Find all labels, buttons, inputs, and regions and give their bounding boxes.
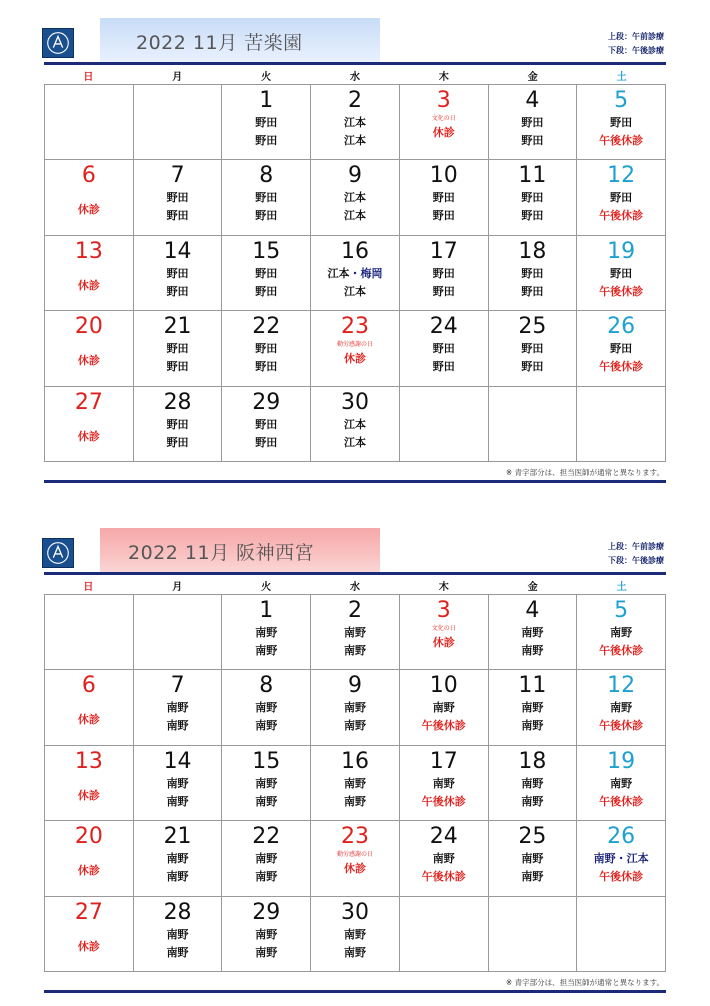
- bottom-rule: [44, 480, 666, 483]
- day-number: 22: [252, 824, 281, 850]
- weekday-sat: 土: [616, 582, 627, 593]
- weekday-header: [44, 68, 666, 84]
- calendar-title: 2022 11月 阪神西宮: [100, 528, 380, 574]
- afternoon-doctor: 野田: [255, 284, 278, 298]
- afternoon-doctor: 野田: [255, 134, 278, 147]
- day-number: 1: [259, 88, 274, 113]
- afternoon-closed: 午後休診: [599, 360, 644, 374]
- day-number: 18: [518, 238, 547, 264]
- afternoon-closed: 午後休診: [421, 794, 466, 808]
- holiday-name: 文化の日: [431, 115, 456, 122]
- morning-doctor: 野田: [610, 116, 633, 129]
- afternoon-doctor: 江本: [343, 284, 366, 298]
- day-number: 1: [259, 598, 274, 623]
- afternoon-doctor: 野田: [255, 360, 278, 374]
- afternoon-doctor: 野田: [255, 209, 278, 223]
- weekday-mon: 月: [172, 582, 183, 593]
- day-cell: [311, 85, 400, 160]
- closed-label: 休診: [343, 862, 366, 876]
- afternoon-doctor: 南野: [343, 644, 366, 657]
- morning-doctor: 野田: [610, 342, 633, 356]
- morning-doctor: 野田: [432, 266, 455, 280]
- day-cell: [489, 387, 578, 462]
- day-number: 28: [163, 389, 192, 415]
- afternoon-doctor: 江本: [343, 209, 366, 223]
- day-cell: [45, 387, 134, 462]
- weekday-fri: 金: [527, 582, 538, 593]
- day-cell: [577, 897, 666, 972]
- morning-doctor: 江本: [343, 417, 366, 431]
- afternoon-closed: 午後休診: [599, 794, 644, 808]
- afternoon-doctor: 南野: [255, 719, 278, 733]
- weekday-wed: 水: [349, 582, 360, 593]
- day-cell: [45, 595, 134, 670]
- morning-doctor: 南野: [521, 776, 544, 790]
- day-cell: [45, 160, 134, 235]
- legend: [608, 30, 664, 58]
- morning-doctor: 野田: [255, 116, 278, 129]
- morning-doctor: 南野: [343, 626, 366, 639]
- morning-doctor: 野田: [610, 266, 633, 280]
- day-number: 21: [163, 314, 192, 340]
- day-cell: [489, 897, 578, 972]
- day-cell: [400, 821, 489, 896]
- morning-doctor: 南野・江本: [593, 852, 649, 866]
- day-cell: [400, 160, 489, 235]
- day-number: 30: [340, 899, 369, 925]
- top-rule: [44, 62, 666, 65]
- day-cell: [222, 821, 311, 896]
- day-cell: [311, 311, 400, 386]
- afternoon-closed: 午後休診: [599, 644, 644, 657]
- day-cell: [577, 85, 666, 160]
- day-cell: [489, 821, 578, 896]
- morning-doctor: 南野: [343, 776, 366, 790]
- closed-label: 休診: [432, 126, 455, 139]
- morning-doctor: 野田: [255, 342, 278, 356]
- afternoon-doctor: 南野: [166, 719, 189, 733]
- day-number: 13: [74, 748, 103, 774]
- morning-doctor-regular: 江本: [327, 266, 350, 280]
- morning-doctor: 南野: [521, 626, 544, 639]
- weekday-fri: 金: [527, 72, 538, 83]
- weekday-wed: 水: [349, 72, 360, 83]
- day-number: 27: [74, 389, 103, 415]
- day-cell: [311, 595, 400, 670]
- holiday-name: 文化の日: [431, 625, 456, 632]
- morning-doctor: 野田: [166, 191, 189, 205]
- day-number: 2: [347, 598, 362, 623]
- afternoon-doctor: 南野: [343, 719, 366, 733]
- day-cell: [400, 387, 489, 462]
- afternoon-doctor: 野田: [166, 360, 189, 374]
- day-cell: [134, 821, 223, 896]
- closed-label: 休診: [77, 354, 100, 368]
- day-number: 6: [81, 163, 96, 189]
- morning-doctor: 野田: [432, 191, 455, 205]
- afternoon-doctor: 江本: [343, 134, 366, 147]
- afternoon-doctor: 野田: [166, 435, 189, 449]
- day-number: 14: [163, 238, 192, 264]
- morning-doctor: 南野: [255, 852, 278, 866]
- day-number: 7: [170, 163, 185, 189]
- holiday-name: 勤労感謝の日: [336, 851, 373, 859]
- top-rule: [44, 572, 666, 575]
- closed-label: 休診: [77, 203, 100, 217]
- day-cell: [134, 670, 223, 745]
- afternoon-doctor: 野田: [521, 209, 544, 223]
- day-number: 20: [74, 824, 103, 850]
- afternoon-doctor: 南野: [521, 794, 544, 808]
- day-number: 4: [525, 88, 540, 113]
- morning-doctor: 南野: [521, 852, 544, 866]
- day-number: 16: [340, 748, 369, 774]
- weekday-sat: 土: [616, 72, 627, 83]
- day-cell: [222, 746, 311, 821]
- afternoon-closed: 午後休診: [421, 870, 466, 884]
- day-number: 8: [259, 163, 274, 189]
- afternoon-doctor: 野田: [432, 360, 455, 374]
- day-cell: [311, 670, 400, 745]
- afternoon-doctor: 南野: [521, 870, 544, 884]
- afternoon-doctor: 南野: [255, 870, 278, 884]
- day-number: 15: [252, 748, 281, 774]
- closed-label: 休診: [77, 429, 100, 443]
- day-number: 11: [518, 163, 547, 189]
- afternoon-doctor: 野田: [432, 209, 455, 223]
- morning-doctor: 南野: [521, 701, 544, 715]
- day-cell: [577, 670, 666, 745]
- footnote: ※ 青字部分は、担当医師が通常と異なります。: [505, 978, 664, 987]
- afternoon-doctor: 南野: [166, 794, 189, 808]
- morning-doctor: 野田: [521, 191, 544, 205]
- day-cell: [489, 595, 578, 670]
- afternoon-closed: 午後休診: [599, 134, 644, 147]
- day-cell: [134, 311, 223, 386]
- day-cell: [222, 387, 311, 462]
- day-number: 30: [340, 389, 369, 415]
- day-cell: [311, 821, 400, 896]
- day-number: 17: [429, 748, 458, 774]
- day-cell: [222, 311, 311, 386]
- afternoon-doctor: 野田: [166, 284, 189, 298]
- morning-doctor: 野田: [521, 342, 544, 356]
- day-number: 26: [607, 824, 636, 850]
- morning-doctor: 南野: [432, 701, 455, 715]
- day-number: 21: [163, 824, 192, 850]
- day-cell: [400, 311, 489, 386]
- day-number: 7: [170, 673, 185, 699]
- day-number: 29: [252, 389, 281, 415]
- day-cell: [489, 85, 578, 160]
- day-number: 19: [607, 748, 636, 774]
- afternoon-doctor: 南野: [166, 870, 189, 884]
- day-cell: [134, 595, 223, 670]
- day-cell: [311, 746, 400, 821]
- day-number: 24: [429, 824, 458, 850]
- afternoon-doctor: 南野: [166, 945, 189, 959]
- day-cell: [400, 746, 489, 821]
- day-number: 22: [252, 314, 281, 340]
- day-number: 9: [347, 163, 362, 189]
- morning-doctor: 野田: [521, 266, 544, 280]
- weekday-sun: 日: [83, 582, 94, 593]
- day-number: 2: [347, 88, 362, 113]
- morning-doctor: 南野: [610, 701, 633, 715]
- day-number: 18: [518, 748, 547, 774]
- legend-pm: 下段：午後診療: [608, 46, 664, 55]
- day-cell: [489, 236, 578, 311]
- afternoon-doctor: 南野: [343, 794, 366, 808]
- morning-doctor: 野田: [255, 266, 278, 280]
- weekday-tue: 火: [261, 72, 272, 83]
- closed-label: 休診: [343, 352, 366, 366]
- legend-pm: 下段：午後診療: [608, 556, 664, 565]
- day-number: 3: [436, 88, 451, 113]
- day-number: 14: [163, 748, 192, 774]
- clinic-logo-icon: [42, 538, 74, 568]
- footnote: ※ 青字部分は、担当医師が通常と異なります。: [505, 468, 664, 477]
- day-cell: [222, 595, 311, 670]
- day-cell: [311, 387, 400, 462]
- day-cell: [400, 670, 489, 745]
- day-cell: [577, 236, 666, 311]
- day-number: 8: [259, 673, 274, 699]
- afternoon-doctor: 野田: [255, 435, 278, 449]
- morning-doctor: 南野: [166, 927, 189, 941]
- closed-label: 休診: [77, 713, 100, 727]
- calendar-grid: [44, 594, 666, 972]
- afternoon-doctor: 南野: [521, 719, 544, 733]
- morning-doctor: 南野: [166, 701, 189, 715]
- weekday-mon: 月: [172, 72, 183, 83]
- day-cell: [134, 897, 223, 972]
- day-cell: [222, 670, 311, 745]
- afternoon-closed: 午後休診: [599, 284, 644, 298]
- calendar-grid: [44, 84, 666, 462]
- afternoon-doctor: 南野: [255, 794, 278, 808]
- day-cell: [489, 160, 578, 235]
- afternoon-doctor: 野田: [521, 284, 544, 298]
- day-cell: [489, 670, 578, 745]
- day-cell: [311, 160, 400, 235]
- morning-doctor: 南野: [255, 927, 278, 941]
- legend: [608, 540, 664, 568]
- afternoon-doctor: 野田: [432, 284, 455, 298]
- holiday-name: 勤労感謝の日: [336, 341, 373, 349]
- calendar-title: 2022 11月 苦楽園: [100, 18, 380, 64]
- day-cell: [311, 897, 400, 972]
- day-number: 23: [340, 824, 369, 850]
- afternoon-doctor: 南野: [343, 945, 366, 959]
- clinic-logo-icon: [42, 28, 74, 58]
- day-number: 25: [518, 314, 547, 340]
- morning-doctor: 南野: [343, 701, 366, 715]
- day-cell: [134, 85, 223, 160]
- afternoon-doctor: 野田: [166, 209, 189, 223]
- day-number: 3: [436, 598, 451, 623]
- morning-doctor: 南野: [432, 852, 455, 866]
- morning-doctor: 南野: [255, 626, 278, 639]
- day-number: 6: [81, 673, 96, 699]
- day-number: 4: [525, 598, 540, 623]
- closed-label: 休診: [77, 864, 100, 878]
- morning-doctor: 江本: [343, 116, 366, 129]
- day-number: 25: [518, 824, 547, 850]
- day-number: 28: [163, 899, 192, 925]
- day-cell: [400, 595, 489, 670]
- morning-doctor: 野田: [255, 417, 278, 431]
- closed-label: 休診: [77, 278, 100, 292]
- afternoon-doctor: 南野: [521, 644, 544, 657]
- day-number: 9: [347, 673, 362, 699]
- closed-label: 休診: [77, 788, 100, 802]
- morning-doctor: [311, 266, 399, 282]
- day-cell: [489, 311, 578, 386]
- morning-doctor: 野田: [166, 266, 189, 280]
- day-number: 5: [614, 598, 629, 623]
- day-number: 16: [340, 238, 369, 264]
- day-number: 19: [607, 238, 636, 264]
- day-cell: [134, 160, 223, 235]
- day-cell: [400, 85, 489, 160]
- day-number: 10: [429, 163, 458, 189]
- day-cell: [577, 387, 666, 462]
- weekday-thu: 木: [438, 582, 449, 593]
- day-cell: [45, 821, 134, 896]
- legend-am: 上段：午前診療: [608, 542, 664, 551]
- afternoon-closed: 午後休診: [599, 870, 644, 884]
- day-cell: [45, 670, 134, 745]
- day-cell: [311, 236, 400, 311]
- day-number: 12: [607, 673, 636, 699]
- morning-doctor: 野田: [521, 116, 544, 129]
- day-cell: [222, 85, 311, 160]
- day-cell: [222, 160, 311, 235]
- day-cell: [134, 236, 223, 311]
- day-cell: [45, 311, 134, 386]
- afternoon-doctor: 南野: [255, 644, 278, 657]
- day-number: 27: [74, 899, 103, 925]
- weekday-header: [44, 578, 666, 594]
- weekday-sun: 日: [83, 72, 94, 83]
- closed-label: 休診: [432, 636, 455, 649]
- morning-doctor: 野田: [255, 191, 278, 205]
- day-cell: [577, 746, 666, 821]
- day-number: 12: [607, 163, 636, 189]
- day-cell: [577, 821, 666, 896]
- morning-doctor: 南野: [432, 776, 455, 790]
- morning-doctor: 江本: [343, 191, 366, 205]
- day-number: 20: [74, 314, 103, 340]
- weekday-thu: 木: [438, 72, 449, 83]
- afternoon-doctor: 野田: [521, 360, 544, 374]
- day-cell: [134, 746, 223, 821]
- morning-doctor: 南野: [610, 626, 633, 639]
- day-number: 23: [340, 314, 369, 340]
- morning-doctor: 野田: [432, 342, 455, 356]
- morning-doctor: 南野: [166, 852, 189, 866]
- day-cell: [45, 746, 134, 821]
- day-cell: [577, 311, 666, 386]
- day-number: 15: [252, 238, 281, 264]
- morning-doctor: 南野: [343, 927, 366, 941]
- afternoon-closed: 午後休診: [421, 719, 466, 733]
- day-number: 17: [429, 238, 458, 264]
- day-number: 24: [429, 314, 458, 340]
- day-cell: [45, 236, 134, 311]
- morning-doctor: 野田: [610, 191, 633, 205]
- morning-doctor: 南野: [610, 776, 633, 790]
- day-cell: [222, 236, 311, 311]
- weekday-tue: 火: [261, 582, 272, 593]
- morning-doctor: 南野: [255, 776, 278, 790]
- morning-doctor-changed: ・梅岡: [349, 266, 383, 280]
- afternoon-closed: 午後休診: [599, 719, 644, 733]
- day-number: 13: [74, 238, 103, 264]
- day-number: 26: [607, 314, 636, 340]
- day-number: 10: [429, 673, 458, 699]
- day-cell: [577, 595, 666, 670]
- day-cell: [45, 85, 134, 160]
- day-number: 11: [518, 673, 547, 699]
- day-number: 29: [252, 899, 281, 925]
- afternoon-doctor: 江本: [343, 435, 366, 449]
- day-cell: [222, 897, 311, 972]
- day-cell: [45, 897, 134, 972]
- bottom-rule: [44, 990, 666, 993]
- day-cell: [489, 746, 578, 821]
- legend-am: 上段：午前診療: [608, 32, 664, 41]
- day-cell: [400, 236, 489, 311]
- morning-doctor: 野田: [166, 417, 189, 431]
- day-cell: [400, 897, 489, 972]
- morning-doctor: 南野: [255, 701, 278, 715]
- day-number: 5: [614, 88, 629, 113]
- afternoon-closed: 午後休診: [599, 209, 644, 223]
- day-cell: [577, 160, 666, 235]
- day-cell: [134, 387, 223, 462]
- afternoon-doctor: 野田: [521, 134, 544, 147]
- morning-doctor: 野田: [166, 342, 189, 356]
- morning-doctor: 南野: [166, 776, 189, 790]
- closed-label: 休診: [77, 939, 100, 953]
- afternoon-doctor: 南野: [255, 945, 278, 959]
